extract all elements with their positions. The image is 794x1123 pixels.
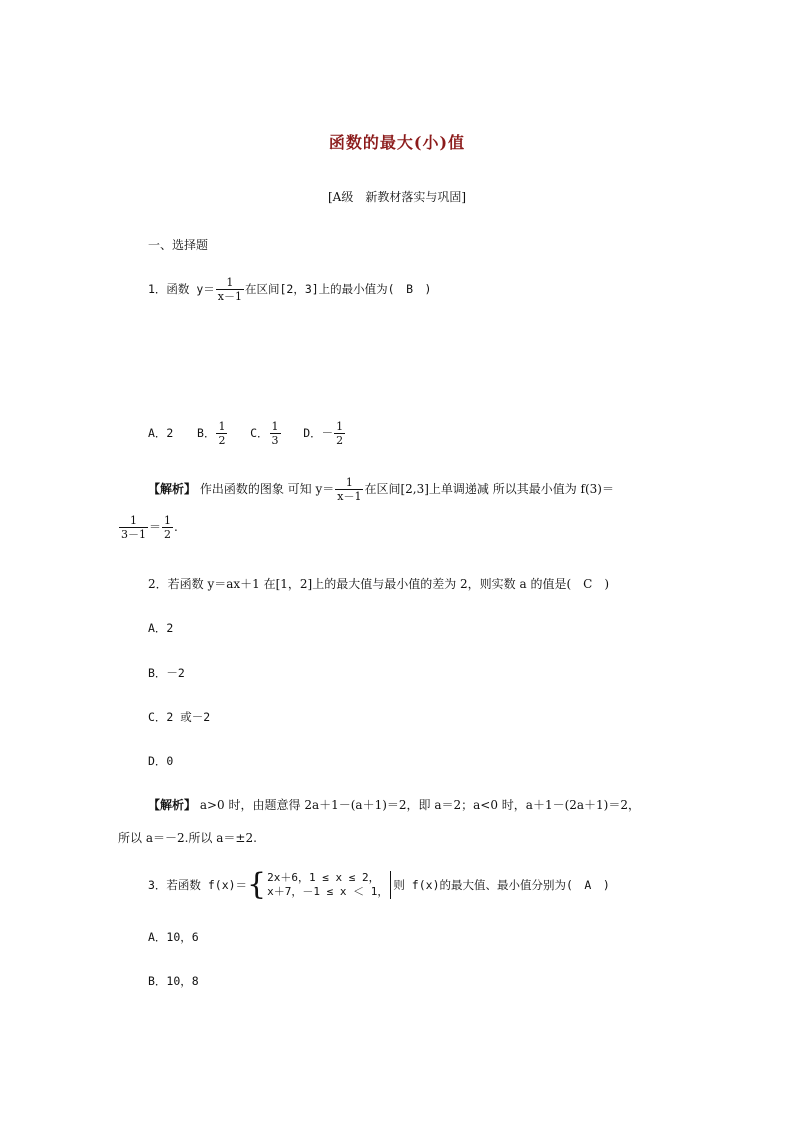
q2-solution-text-1: a>0 时，由题意得 2a＋1－(a＋1)＝2，即 a＝2；a<0 时，a＋1－(2a＋1)＝2， bbox=[199, 798, 641, 812]
q1-option-c-label: C． bbox=[250, 426, 269, 440]
q3-stem-suffix: 则 f(x)的最大值、最小值分别为( A ) bbox=[393, 878, 610, 892]
q1-solution-f1-denominator: 3－1 bbox=[121, 528, 146, 541]
question-1-stem bbox=[148, 276, 431, 303]
left-brace-symbol: { bbox=[247, 867, 267, 902]
q2-option-c: C．2 或－2 bbox=[148, 710, 211, 724]
q1-solution-denominator: x－1 bbox=[337, 490, 362, 503]
question-3-stem bbox=[148, 867, 610, 902]
q3-cases-bar bbox=[390, 871, 391, 899]
q1-solution-text-2: 在区间[2,3]上单调递减 所以其最小值为 f(3)＝ bbox=[364, 482, 614, 496]
q1-option-d-fraction bbox=[334, 420, 345, 447]
q1-solution-period: . bbox=[174, 520, 178, 534]
q1-option-c-fraction bbox=[270, 420, 281, 447]
q2-solution-line-2: 所以 a＝－2.所以 a＝±2. bbox=[118, 831, 257, 845]
q1-solution-tag: 【解析】 bbox=[148, 482, 197, 496]
section-heading: 一、选择题 bbox=[148, 238, 209, 252]
question-2-stem: 2．若函数 y＝ax＋1 在[1，2]上的最大值与最小值的差为 2，则实数 a 的值是( C ) bbox=[148, 577, 610, 591]
q1-option-d-label: D．－ bbox=[303, 426, 334, 440]
q1-solution-line-2 bbox=[118, 514, 178, 541]
q1-option-a: A．2 bbox=[148, 426, 174, 440]
page-title: 函数的最大(小)值 bbox=[328, 133, 466, 152]
q1-solution-line-1 bbox=[148, 476, 614, 503]
question-1-options bbox=[148, 420, 346, 447]
q1-solution-fraction bbox=[335, 476, 363, 503]
q1-solution-text-1: 作出函数的图象 可知 y＝ bbox=[199, 482, 335, 496]
q1-option-b-numerator: 1 bbox=[218, 420, 226, 433]
q1-option-d-denominator: 2 bbox=[336, 434, 344, 447]
q1-option-b-fraction bbox=[216, 420, 227, 447]
q3-option-b: B．10，8 bbox=[148, 974, 199, 988]
q1-solution-f2-numerator: 1 bbox=[164, 514, 172, 527]
q2-solution-tag: 【解析】 bbox=[148, 798, 197, 812]
q1-option-c-numerator: 1 bbox=[271, 420, 279, 433]
q3-option-a: A．10，6 bbox=[148, 930, 199, 944]
q1-solution-numerator: 1 bbox=[335, 476, 363, 490]
q3-stem-prefix: 3．若函数 f(x)＝ bbox=[148, 878, 248, 892]
q1-solution-f1-numerator: 1 bbox=[119, 514, 148, 528]
q1-stem-denominator: x－1 bbox=[217, 290, 242, 303]
q1-stem-fraction bbox=[216, 276, 244, 303]
q1-solution-fraction-3 bbox=[162, 514, 173, 541]
q2-option-a: A．2 bbox=[148, 621, 174, 635]
q2-option-d: D．0 bbox=[148, 754, 174, 768]
q3-case-2: x＋7，－1 ≤ x ＜ 1， bbox=[267, 885, 389, 898]
q1-solution-equals: ＝ bbox=[149, 520, 162, 534]
q1-solution-fraction-2 bbox=[119, 514, 148, 541]
level-heading: [A级 新教材落实与巩固] bbox=[327, 190, 467, 204]
q1-option-c-denominator: 3 bbox=[271, 434, 279, 447]
q1-option-b-denominator: 2 bbox=[218, 434, 226, 447]
q1-stem-prefix: 1．函数 y＝ bbox=[148, 282, 215, 296]
q3-case-1: 2x＋6，1 ≤ x ≤ 2， bbox=[267, 871, 380, 884]
q1-stem-suffix: 在区间[2，3]上的最小值为( B ) bbox=[244, 282, 432, 296]
q1-option-d-numerator: 1 bbox=[336, 420, 344, 433]
q3-piecewise-cases bbox=[267, 871, 388, 899]
q2-solution-line-1 bbox=[148, 791, 640, 819]
q1-stem-numerator: 1 bbox=[216, 276, 244, 290]
q1-solution-f2-denominator: 2 bbox=[164, 528, 172, 541]
q1-option-b-label: B． bbox=[197, 426, 216, 440]
q2-option-b: B．－2 bbox=[148, 666, 185, 680]
